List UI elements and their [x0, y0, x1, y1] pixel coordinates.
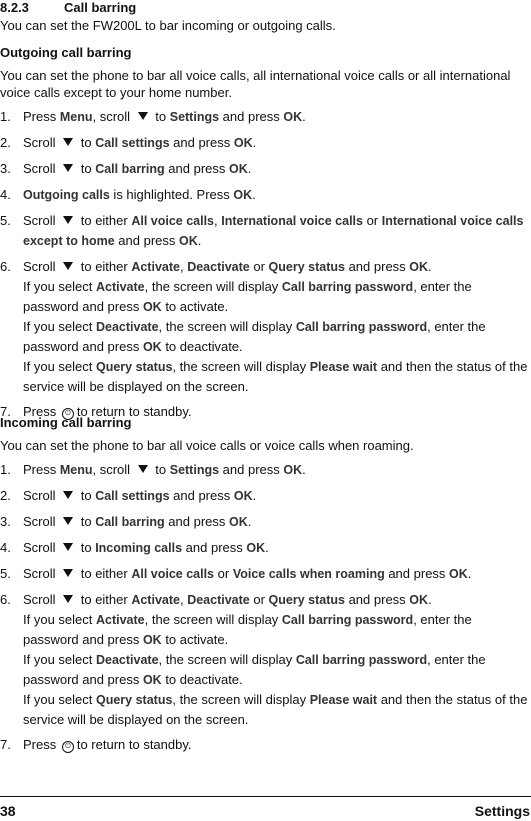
step-text: .: [252, 187, 256, 202]
end-key-icon: ⏻: [62, 408, 74, 420]
key-label: Query status: [95, 693, 173, 707]
key-label: Call barring: [95, 515, 165, 529]
incoming-section: [0, 414, 528, 754]
step-body: [23, 133, 528, 153]
outgoing-section: [0, 44, 528, 421]
step-text: to either: [77, 213, 132, 228]
key-label: Query status: [95, 360, 173, 374]
step-text: Scroll: [23, 566, 60, 581]
step-number: 7.: [0, 404, 11, 419]
step-text: .: [247, 514, 252, 529]
step-text: If you select: [23, 279, 96, 294]
incoming-title: Incoming call barring: [0, 415, 132, 430]
key-label: Activate: [131, 593, 180, 607]
key-label: OK: [142, 300, 162, 314]
step-item: [0, 564, 528, 584]
step-number: 1.: [0, 109, 11, 124]
step-body: [23, 211, 528, 251]
step-text: to: [77, 540, 96, 555]
step-text: to deactivate.: [161, 339, 243, 354]
step-note: [23, 277, 528, 317]
step-text: ,: [214, 213, 222, 228]
step-number: 6.: [0, 259, 11, 274]
step-text: to: [151, 462, 170, 477]
step-text: to return to standby.: [76, 737, 192, 752]
key-label: Deactivate: [187, 593, 250, 607]
step-text: ,: [179, 259, 188, 274]
key-label: Call barring password: [295, 653, 428, 667]
section-intro: You can set the FW200L to bar incoming or outgoing calls.: [0, 18, 336, 33]
step-instruction: [23, 211, 528, 251]
step-text: and press: [384, 566, 450, 581]
step-number: 2.: [0, 488, 11, 503]
down-triangle-icon: [63, 164, 73, 172]
step-text: Scroll: [23, 488, 60, 503]
outgoing-title: Outgoing call barring: [0, 45, 132, 60]
key-label: OK: [233, 489, 253, 503]
step-text: Scroll: [23, 161, 60, 176]
key-label: OK: [142, 633, 162, 647]
step-text: , scroll: [92, 462, 134, 477]
step-text: Scroll: [23, 259, 60, 274]
key-label: All voice calls: [131, 214, 215, 228]
step-instruction: [23, 735, 528, 754]
step-body: [23, 257, 528, 396]
step-text: to: [77, 514, 96, 529]
down-triangle-icon: [138, 112, 148, 120]
step-text: or: [249, 592, 269, 607]
step-text: and press: [219, 109, 284, 124]
step-instruction: [23, 107, 528, 127]
key-label: OK: [246, 541, 266, 555]
step-note: [23, 317, 528, 357]
step-number: 6.: [0, 592, 11, 607]
step-text: .: [428, 592, 432, 607]
key-label: OK: [449, 567, 468, 581]
step-item: [0, 538, 528, 558]
step-text: .: [252, 488, 257, 503]
step-text: , enter the password and press: [23, 319, 486, 354]
step-text: ,: [179, 592, 188, 607]
step-instruction: [23, 486, 528, 506]
step-text: , enter the password and press: [23, 612, 472, 647]
step-instruction: [23, 564, 528, 584]
down-triangle-icon: [63, 491, 73, 499]
step-text: Press: [23, 462, 60, 477]
step-number: 1.: [0, 462, 11, 477]
step-text: If you select: [23, 359, 96, 374]
step-body: [23, 460, 528, 480]
key-label: OK: [283, 463, 303, 477]
step-text: Scroll: [23, 514, 60, 529]
key-label: Incoming calls: [95, 541, 183, 555]
key-label: Settings: [169, 110, 220, 124]
step-text: If you select: [23, 612, 96, 627]
step-text: and press: [344, 259, 410, 274]
step-number: 5.: [0, 213, 11, 228]
key-label: All voice calls: [131, 567, 215, 581]
down-triangle-icon: [63, 595, 73, 603]
down-triangle-icon: [63, 138, 73, 146]
step-text: , the screen will display: [172, 692, 310, 707]
step-note: [23, 650, 528, 690]
outgoing-steps: [0, 107, 528, 421]
key-label: Voice calls when roaming: [232, 567, 385, 581]
step-text: and then the status of the service will be displayed on the screen.: [23, 692, 528, 727]
key-label: Call settings: [95, 136, 170, 150]
key-label: Call barring password: [281, 613, 414, 627]
step-text: Scroll: [23, 592, 60, 607]
key-label: OK: [233, 136, 253, 150]
step-text: , the screen will display: [144, 612, 282, 627]
key-label: Call settings: [95, 489, 170, 503]
step-text: to either: [77, 566, 132, 581]
step-text: Scroll: [23, 135, 60, 150]
step-item: [0, 590, 528, 729]
step-text: to activate.: [161, 299, 229, 314]
step-text: to either: [77, 259, 132, 274]
step-text: and press: [182, 540, 247, 555]
step-instruction: [23, 590, 528, 610]
step-text: and press: [114, 233, 180, 248]
step-body: [23, 538, 528, 558]
step-item: [0, 735, 528, 754]
key-label: Please wait: [309, 693, 378, 707]
step-body: [23, 107, 528, 127]
step-body: [23, 590, 528, 729]
key-label: OK: [229, 162, 248, 176]
step-text: , enter the password and press: [23, 279, 472, 314]
step-text: and press: [219, 462, 284, 477]
step-text: Scroll: [23, 213, 60, 228]
key-label: OK: [142, 673, 162, 687]
step-number: 4.: [0, 187, 11, 202]
step-text: .: [467, 566, 472, 581]
step-text: , scroll: [92, 109, 134, 124]
step-number: 2.: [0, 135, 11, 150]
key-label: OK: [409, 593, 429, 607]
step-body: [23, 564, 528, 584]
step-text: Scroll: [23, 540, 60, 555]
step-number: 3.: [0, 514, 11, 529]
step-body: [23, 512, 528, 532]
key-label: Call barring: [95, 162, 165, 176]
outgoing-intro: You can set the phone to bar all voice calls, all international voice calls or all international voice calls except to your home number.: [0, 68, 511, 100]
step-instruction: [23, 185, 528, 205]
step-item: [0, 107, 528, 127]
step-text: .: [265, 540, 269, 555]
step-text: or: [214, 566, 233, 581]
step-text: to: [151, 109, 170, 124]
page-number: 38: [0, 803, 16, 819]
down-triangle-icon: [63, 216, 73, 224]
step-text: or: [362, 213, 382, 228]
step-text: .: [252, 135, 257, 150]
key-label: Outgoing calls: [23, 188, 110, 202]
step-instruction: [23, 133, 528, 153]
step-item: [0, 512, 528, 532]
key-label: Activate: [95, 280, 145, 294]
key-label: Menu: [59, 110, 93, 124]
down-triangle-icon: [63, 262, 73, 270]
step-text: to: [77, 135, 96, 150]
step-text: is highlighted. Press: [109, 187, 234, 202]
key-label: International voice calls except to home: [23, 214, 524, 248]
end-key-icon: ⏻: [62, 741, 74, 753]
step-text: and press: [344, 592, 410, 607]
key-label: Query status: [268, 593, 345, 607]
down-triangle-icon: [63, 517, 73, 525]
step-text: to: [77, 161, 96, 176]
step-text: and then the status of the service will be displayed on the screen.: [23, 359, 528, 394]
step-body: [23, 486, 528, 506]
step-number: 5.: [0, 566, 11, 581]
step-text: to: [77, 488, 96, 503]
key-label: Call barring password: [281, 280, 414, 294]
key-label: Deactivate: [187, 260, 250, 274]
step-item: [0, 185, 528, 205]
section-title: Call barring: [64, 0, 137, 15]
step-note: [23, 357, 528, 396]
step-text: .: [302, 109, 306, 124]
key-label: Deactivate: [95, 653, 159, 667]
key-label: OK: [179, 234, 198, 248]
step-text: .: [302, 462, 306, 477]
key-label: Activate: [131, 260, 180, 274]
step-text: and press: [164, 514, 229, 529]
section-heading: [0, 0, 136, 15]
section-number: 8.2.3: [0, 0, 29, 15]
key-label: Deactivate: [95, 320, 159, 334]
key-label: OK: [283, 110, 303, 124]
step-text: .: [247, 161, 252, 176]
step-text: If you select: [23, 319, 96, 334]
key-label: Settings: [169, 463, 220, 477]
step-instruction: [23, 460, 528, 480]
key-label: OK: [409, 260, 429, 274]
step-instruction: [23, 538, 528, 558]
down-triangle-icon: [138, 465, 148, 473]
step-text: , the screen will display: [158, 319, 296, 334]
step-number: 7.: [0, 737, 11, 752]
step-text: If you select: [23, 692, 96, 707]
step-text: If you select: [23, 652, 96, 667]
step-text: , enter the password and press: [23, 652, 486, 687]
step-number: 3.: [0, 161, 11, 176]
key-label: Menu: [59, 463, 93, 477]
key-label: OK: [233, 188, 253, 202]
step-number: 4.: [0, 540, 11, 555]
down-triangle-icon: [63, 543, 73, 551]
step-text: Press: [23, 404, 60, 419]
step-body: [23, 735, 528, 754]
incoming-steps: [0, 460, 528, 754]
step-text: and press: [164, 161, 229, 176]
step-item: [0, 486, 528, 506]
step-instruction: [23, 257, 528, 277]
footer-section-name: Settings: [474, 803, 530, 819]
step-text: to either: [77, 592, 132, 607]
key-label: Please wait: [309, 360, 378, 374]
step-text: , the screen will display: [172, 359, 310, 374]
footer-divider: [0, 796, 531, 797]
step-item: [0, 133, 528, 153]
down-triangle-icon: [63, 569, 73, 577]
step-item: [0, 211, 528, 251]
step-text: to deactivate.: [161, 672, 243, 687]
step-note: [23, 610, 528, 650]
step-instruction: [23, 159, 528, 179]
step-text: and press: [169, 135, 234, 150]
step-text: , the screen will display: [144, 279, 282, 294]
step-note: [23, 690, 528, 729]
step-body: [23, 185, 528, 205]
step-text: and press: [169, 488, 234, 503]
step-text: to activate.: [161, 632, 229, 647]
step-item: [0, 159, 528, 179]
key-label: Query status: [268, 260, 345, 274]
step-text: .: [197, 233, 202, 248]
step-instruction: [23, 512, 528, 532]
key-label: OK: [142, 340, 162, 354]
step-item: [0, 257, 528, 396]
step-text: or: [249, 259, 269, 274]
step-text: Press: [23, 737, 60, 752]
key-label: Call barring password: [295, 320, 428, 334]
key-label: International voice calls: [221, 214, 363, 228]
step-body: [23, 159, 528, 179]
step-text: to return to standby.: [76, 404, 192, 419]
step-item: [0, 460, 528, 480]
step-text: , the screen will display: [158, 652, 296, 667]
key-label: OK: [229, 515, 248, 529]
step-text: Press: [23, 109, 60, 124]
incoming-intro: You can set the phone to bar all voice calls or voice calls when roaming.: [0, 438, 414, 453]
step-text: .: [428, 259, 432, 274]
key-label: Activate: [95, 613, 145, 627]
